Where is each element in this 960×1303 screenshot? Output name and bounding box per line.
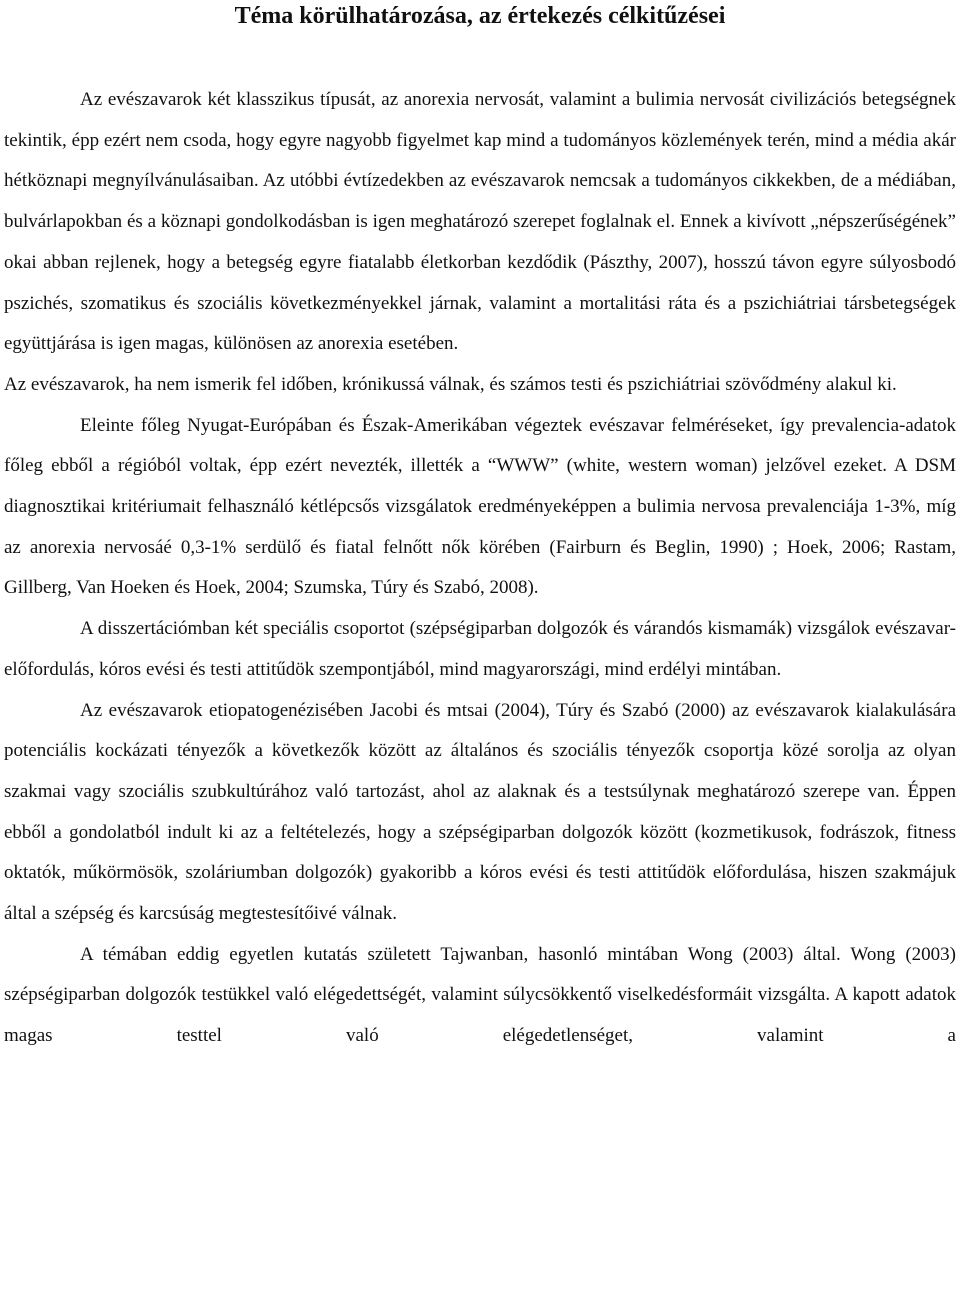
- paragraph-1: Az evészavarok két klasszikus típusát, az anorexia nervosát, valamint a bulimia nervosát civilizációs betegségnek tekintik, épp ezért nem csoda, hogy egyre nagyobb figyelmet kap mind a tudományos közlemények terén, mind a média akár hétköznapi megnyílvánulásaiban. Az utóbbi évtízedekben az evészavarok nemcsak a tudományos cikkekben, de a médiában, bulvárlapokban és a köznapi gondolkodásban is igen meghatározó szerepet foglalnak el. Ennek a kivívott „népszerűségének” okai abban rejlenek, hogy a betegség egyre fiatalabb életkorban kezdődik (Pászthy, 2007), hosszú távon egyre súlyosbodó pszichés, szomatikus és szociális következményekkel járnak, valamint a mortalitási ráta és a pszichiátriai társbetegségek együttjárása is igen magas, különösen az anorexia esetében.: [4, 89, 956, 355]
- paragraph-4: A disszertációmban két speciális csoportot (szépségiparban dolgozók és várandós kismamák) vizsgálok evészavar-előfordulás, kóros evési és testi attitűdök szempontjából, mind magyarországi, mind erdélyi mintában.: [4, 618, 956, 680]
- body-text: [4, 80, 956, 1057]
- paragraph-2: Az evészavarok, ha nem ismerik fel időben, krónikussá válnak, és számos testi és pszichiátriai szövődmény alakul ki.: [4, 373, 897, 395]
- section-title: Téma körülhatározása, az értekezés célkitűzései: [234, 3, 726, 29]
- paragraph-3: Eleinte főleg Nyugat-Európában és Észak-Amerikában végeztek evészavar felméréseket, így prevalencia-adatok főleg ebből a régióból voltak, épp ezért nevezték, illették a “WWW” (white, western woman) jelzővel ezeket. A DSM diagnosztikai kritériumait felhasználó kétlépcsős vizsgálatok eredményeképpen a bulimia nervosa prevalenciája 1-3%, míg az anorexia nervosáé 0,3-1% serdülő és fiatal felnőtt nők körében (Fairburn és Beglin, 1990) ; Hoek, 2006; Rastam, Gillberg, Van Hoeken és Hoek, 2004; Szumska, Túry és Szabó, 2008).: [4, 414, 956, 599]
- paragraph-6: A témában eddig egyetlen kutatás született Tajwanban, hasonló mintában Wong (2003) által. Wong (2003) szépségiparban dolgozók testükkel való elégedettségét, valamint súlycsökkentő viselkedésformáit vizsgálta. A kapott adatok magas testtel való elégedetlenséget, valamint a: [4, 943, 956, 1047]
- paragraph-5: Az evészavarok etiopatogenézisében Jacobi és mtsai (2004), Túry és Szabó (2000) az evészavarok kialakulására potenciális kockázati tényezők a következők között az általános és szociális tényezők csoportja közé sorolja az olyan szakmai vagy szociális szubkultúrához való tartozást, ahol az alaknak és a testsúlynak meghatározó szerepe van. Éppen ebből a gondolatból indult ki az a feltételezés, hogy a szépségiparban dolgozók között (kozmetikusok, fodrászok, fitness oktatók, műkörmösök, szoláriumban dolgozók) gyakoribb a kóros evési és testi attitűdök előfordulása, hiszen szakmájuk által a szépség és karcsúság megtestesítőivé válnak.: [4, 699, 956, 925]
